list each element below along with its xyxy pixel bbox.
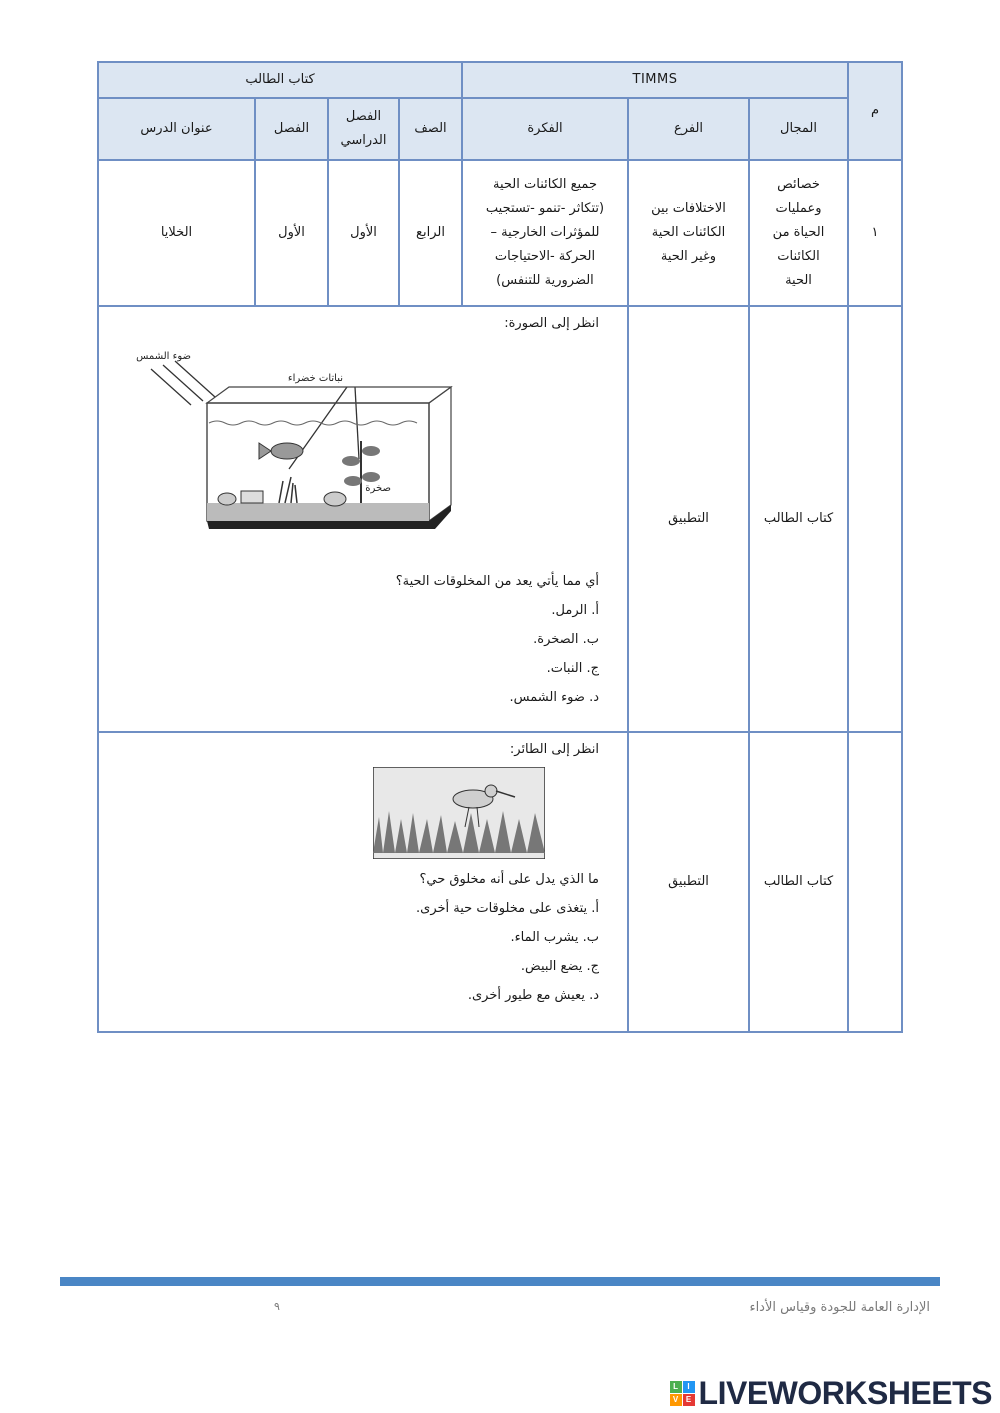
lesson-cell: الخلايا: [98, 160, 255, 306]
footer-organization: الإدارة العامة للجودة وقياس الأداء: [749, 1300, 930, 1315]
aquarium-figure: [129, 331, 459, 561]
q1-option: د. ضوء الشمس.: [509, 690, 599, 705]
q2-content-cell: [98, 732, 628, 1032]
q1-intro: انظر إلى الصورة:: [504, 316, 599, 331]
domain-cell: [749, 160, 848, 306]
q2-source-cell: كتاب الطالب: [749, 732, 848, 1032]
empty-number-cell: [848, 732, 902, 1032]
plant-leaf: [362, 472, 380, 482]
lesson-header: عنوان الدرس: [98, 98, 255, 160]
tank-side: [429, 387, 451, 521]
domain-line: وعمليات: [775, 201, 822, 216]
q2-option: ج. يضع البيض.: [520, 959, 599, 974]
idea-cell: [462, 160, 628, 306]
rock-label: صخرة: [365, 483, 391, 494]
q2-level-cell: التطبيق: [628, 732, 749, 1032]
empty-number-cell: [848, 306, 902, 732]
tank-top: [207, 387, 451, 403]
q2-question: ما الذي يدل على أنه مخلوق حي؟: [419, 872, 599, 887]
q2-option: أ. يتغذى على مخلوقات حية أخرى.: [416, 901, 599, 916]
idea-header: الفكرة: [462, 98, 628, 160]
logo-letter: L: [670, 1381, 682, 1393]
plant-leaf: [342, 456, 360, 466]
branch-line: الكائنات الحية: [651, 225, 726, 240]
footer-bar: [60, 1277, 940, 1286]
idea-line: للمؤثرات الخارجية –: [490, 225, 600, 240]
branch-line: وغير الحية: [660, 249, 717, 264]
semester-header-line: الفصل: [345, 109, 382, 124]
liveworksheets-brand[interactable]: [670, 1376, 992, 1410]
sun-ray: [151, 369, 191, 405]
branch-line: الاختلافات بين: [651, 201, 726, 216]
domain-line: الكائنات: [777, 249, 820, 264]
domain-line: خصائص: [777, 177, 820, 192]
row-number-header: م: [848, 62, 902, 160]
domain-header: المجال: [749, 98, 848, 160]
bird-figure: [373, 767, 545, 859]
grass: [279, 477, 297, 503]
idea-line: الحركة -الاحتياجات: [494, 249, 596, 264]
q1-source-cell: كتاب الطالب: [749, 306, 848, 732]
q1-option: ج. النبات.: [546, 661, 599, 676]
row-number: ١: [848, 160, 902, 306]
q2-option: د. يعيش مع طيور أخرى.: [467, 988, 599, 1003]
pointer-line: [355, 387, 359, 459]
idea-line: جميع الكائنات الحية: [493, 177, 597, 192]
semester-cell: الأول: [328, 160, 399, 306]
chapter-cell: الأول: [255, 160, 328, 306]
chapter-header: الفصل: [255, 98, 328, 160]
rock: [324, 492, 346, 506]
semester-header-line: الدراسي: [340, 133, 387, 148]
student-book-header: كتاب الطالب: [98, 62, 462, 98]
page-number: ٩: [274, 1300, 280, 1313]
q2-intro: انظر إلى الطائر:: [509, 742, 599, 757]
brand-text: LIVEWORKSHEETS: [698, 1374, 992, 1411]
q1-option: ب. الصخرة.: [533, 632, 599, 647]
curriculum-table: [97, 61, 903, 1033]
logo-letter: E: [683, 1394, 695, 1406]
fish: [271, 443, 303, 459]
semester-header: [328, 98, 399, 160]
idea-line: (تتكاثر -تنمو -تستجيب: [485, 201, 605, 216]
q1-level-cell: التطبيق: [628, 306, 749, 732]
plant-leaf: [362, 446, 380, 456]
bird-head: [485, 785, 497, 797]
sand: [207, 503, 429, 521]
grade-header: الصف: [399, 98, 462, 160]
grade-cell: الرابع: [399, 160, 462, 306]
q1-option: أ. الرمل.: [551, 603, 599, 618]
water-surface: [209, 421, 417, 425]
logo-letter: V: [670, 1394, 682, 1406]
timms-header: TIMMS: [462, 62, 848, 98]
plant-leaf: [344, 476, 362, 486]
branch-header: الفرع: [628, 98, 749, 160]
sun-ray: [163, 365, 203, 401]
castle: [241, 491, 263, 503]
pebble: [218, 493, 236, 505]
idea-line: الضرورية للتنفس): [496, 273, 594, 288]
sunlight-label: ضوء الشمس: [136, 351, 191, 362]
q1-content-cell: [98, 306, 628, 732]
q2-option: ب. يشرب الماء.: [510, 930, 599, 945]
branch-cell: [628, 160, 749, 306]
logo-letter: I: [683, 1381, 695, 1393]
q1-question: أي مما يأتي يعد من المخلوقات الحية؟: [395, 574, 599, 589]
domain-line: الحية: [785, 273, 812, 288]
plants-label: نباتات خضراء: [287, 373, 343, 384]
fish-tail: [259, 443, 271, 459]
liveworksheets-logo-icon: [670, 1381, 695, 1406]
domain-line: الحياة من: [772, 225, 825, 240]
sun-ray: [175, 361, 215, 397]
